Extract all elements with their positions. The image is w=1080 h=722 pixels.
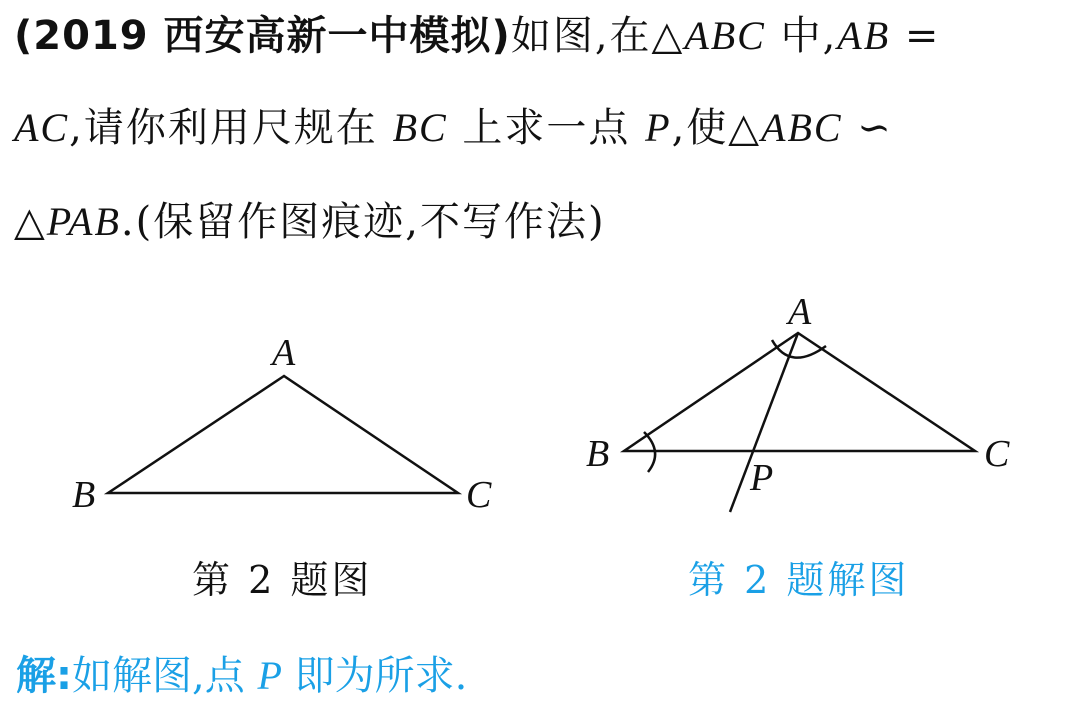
problem-text: ,使△ bbox=[671, 105, 762, 151]
problem-text: 上求一点 bbox=[447, 105, 646, 151]
figure-right bbox=[586, 291, 1010, 512]
label-b: B bbox=[586, 433, 610, 475]
figure-left-caption: 第 2 题图 bbox=[192, 558, 373, 602]
label-c: C bbox=[984, 433, 1010, 475]
triangle-name: PAB bbox=[46, 199, 121, 244]
segment-name: AB bbox=[837, 13, 891, 58]
angle-arc-at-a bbox=[772, 340, 826, 358]
problem-text: 如图,在△ bbox=[510, 13, 685, 59]
segment-name: AC bbox=[14, 105, 70, 150]
point-name: P bbox=[645, 105, 672, 150]
label-b: B bbox=[72, 474, 96, 516]
triangle-symbol: △ bbox=[14, 199, 47, 245]
figure-left bbox=[72, 332, 492, 516]
solution-key: 解: bbox=[16, 653, 72, 699]
segment-name: BC bbox=[392, 105, 448, 150]
triangle-name: ABC bbox=[761, 105, 843, 150]
label-a: A bbox=[788, 291, 812, 333]
figure-right-caption: 第 2 题解图 bbox=[688, 558, 910, 602]
solution-text: 即为所求. bbox=[281, 653, 468, 699]
solution-text: 如解图,点 bbox=[72, 653, 258, 699]
similar-symbol: ∽ bbox=[842, 105, 893, 151]
label-c: C bbox=[466, 474, 492, 516]
equals-sign: = bbox=[890, 13, 941, 59]
problem-text: .(保留作图痕迹,不写作法) bbox=[120, 199, 606, 245]
problem-source: (2019 西安高新一中模拟) bbox=[14, 13, 511, 59]
problem-text: ,请你利用尺规在 bbox=[69, 105, 393, 151]
label-p: P bbox=[750, 457, 774, 499]
triangle-abc bbox=[108, 376, 458, 493]
triangle-abc-solution bbox=[624, 333, 975, 451]
solution-line bbox=[16, 652, 467, 700]
label-a: A bbox=[272, 332, 296, 374]
problem-text: 中, bbox=[765, 13, 838, 59]
triangle-name: ABC bbox=[684, 13, 766, 58]
point-name: P bbox=[257, 653, 282, 698]
